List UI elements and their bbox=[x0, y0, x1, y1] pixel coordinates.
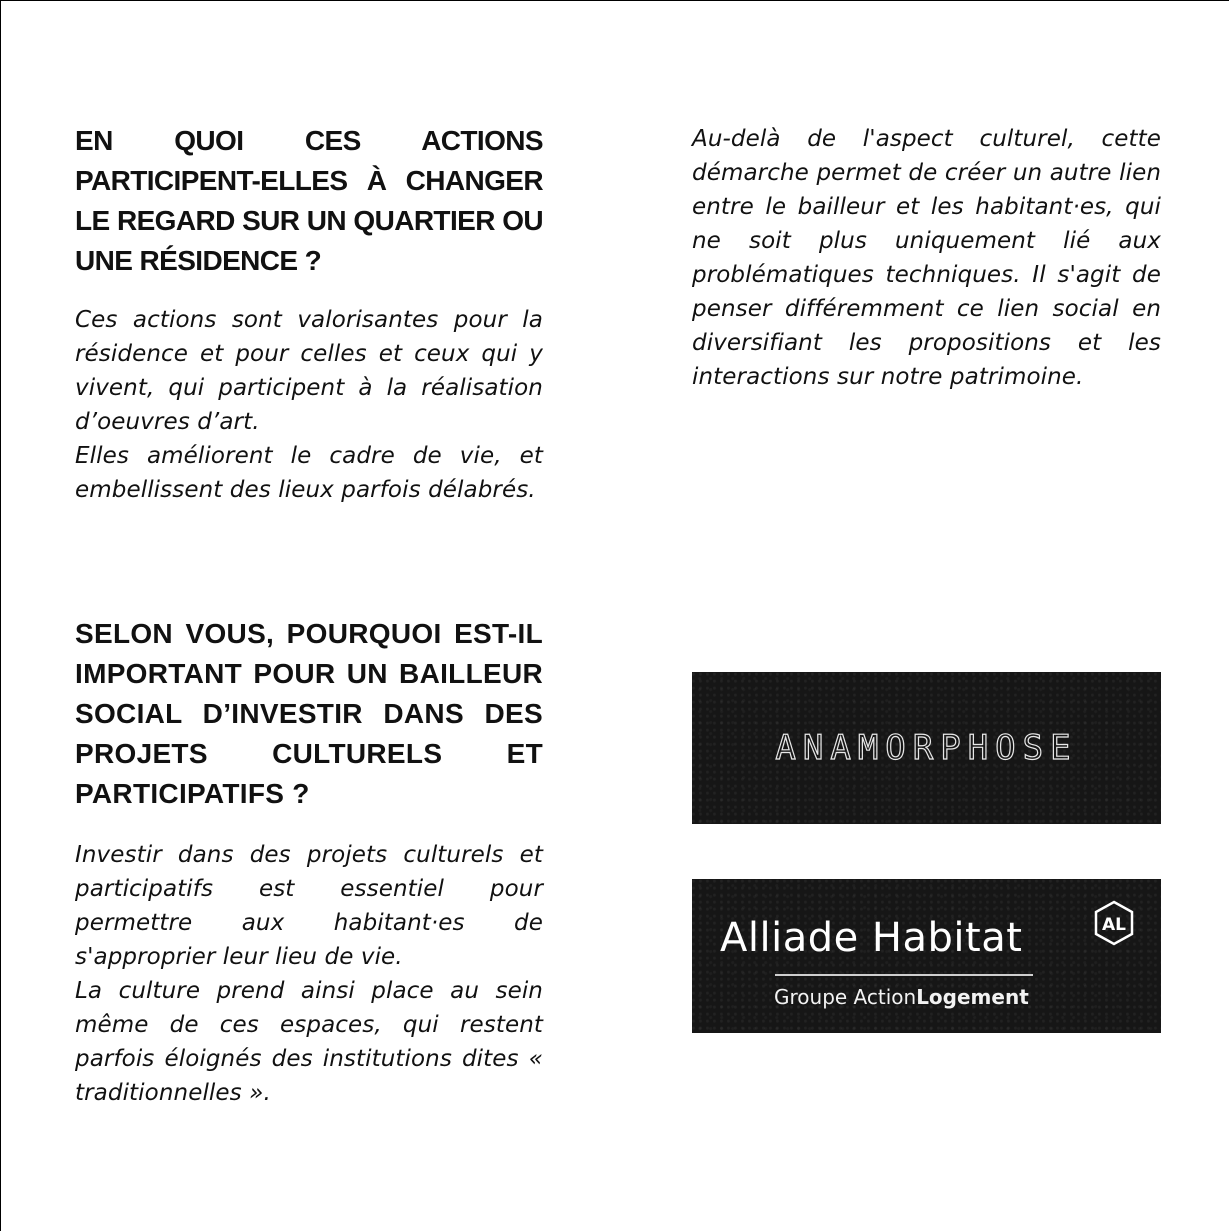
section-heading: SELON VOUS, POURQUOI EST-IL IMPORTANT POUR UN BAILLEUR SOCIAL D’INVESTIR DANS DES PROJETS CULTURELS ET PARTICIPATIFS ? bbox=[75, 618, 543, 809]
section-heading: EN QUOI CES ACTIONS PARTICIPENT-ELLES À CHANGER LE REGARD SUR UN QUARTIER OU UNE RÉSIDENCE ? bbox=[75, 125, 543, 276]
paragraph: Ces actions sont valorisantes pour la résidence et pour celles et ceux qui y vivent, qui participent à la réalisation d’oeuvres d’art. bbox=[75, 307, 543, 435]
anamorphose-wordmark: ANAMORPHOSE bbox=[775, 728, 1078, 768]
logo-divider bbox=[775, 974, 1033, 976]
al-badge-icon bbox=[1092, 899, 1136, 947]
al-badge-text: AL bbox=[1102, 915, 1126, 935]
alliade-group-line bbox=[774, 985, 1029, 1009]
paragraph: La culture prend ainsi place au sein même de ces espaces, qui restent parfois éloignés des institutions dites « traditionnelles ». bbox=[75, 978, 543, 1106]
paragraph: Au-delà de l'aspect culturel, cette démarche permet de créer un autre lien entre le bailleur et les habitant·es, qui ne soit plus uniquement lié aux problématiques techniques. Il s'agit de penser différemment ce lien social en diversifiant les propositions et les interactions sur notre patrimoine. bbox=[692, 126, 1161, 390]
section-investir-culture bbox=[75, 614, 543, 1110]
section-changer-regard bbox=[75, 121, 543, 507]
paragraph: Elles améliorent le cadre de vie, et embellissent des lieux parfois délabrés. bbox=[75, 443, 543, 503]
section-lien-social bbox=[692, 122, 1161, 394]
anamorphose-logo bbox=[692, 672, 1161, 824]
group-prefix: Groupe Action bbox=[774, 985, 917, 1009]
section-body bbox=[75, 303, 543, 507]
group-suffix: Logement bbox=[916, 985, 1029, 1009]
section-body bbox=[692, 122, 1161, 394]
alliade-habitat-logo bbox=[692, 879, 1161, 1033]
paragraph: Investir dans des projets culturels et participatifs est essentiel pour permettre aux habitant·es de s'approprier leur lieu de vie. bbox=[75, 842, 543, 970]
alliade-wordmark: Alliade Habitat bbox=[720, 915, 1023, 961]
section-body bbox=[75, 838, 543, 1110]
